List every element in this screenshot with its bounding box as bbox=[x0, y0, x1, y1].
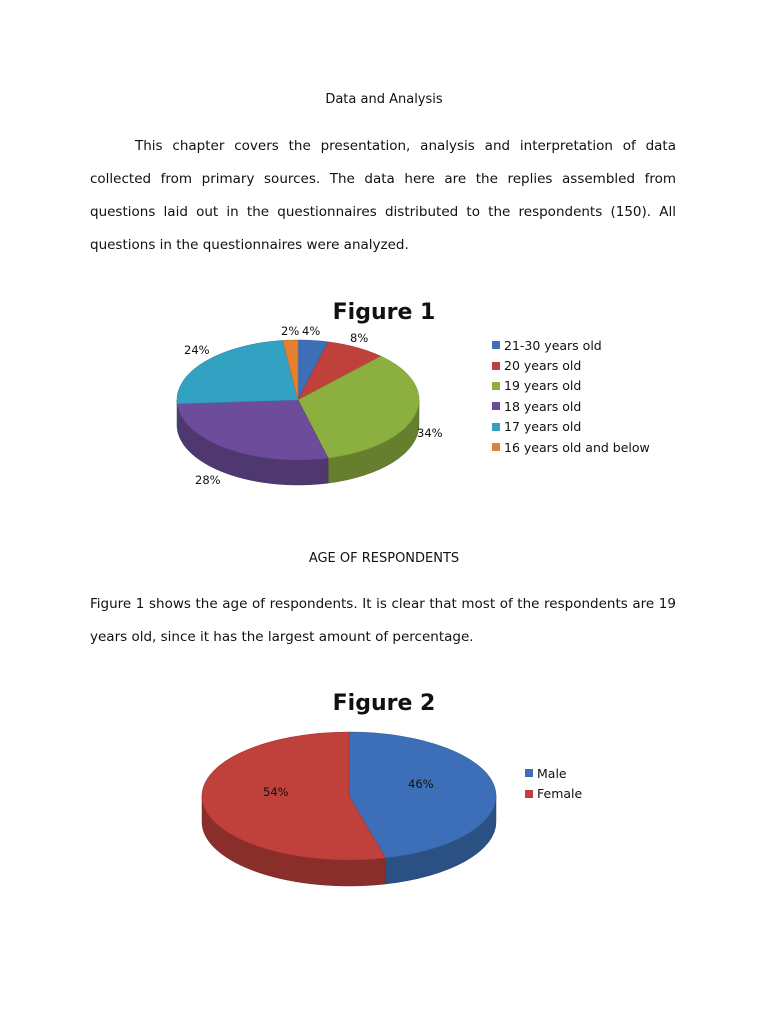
figure2-legend bbox=[525, 763, 582, 804]
figure1-legend-label: 18 years old bbox=[504, 398, 582, 414]
figure1-data-label: 2% bbox=[281, 324, 300, 338]
figure1-data-label: 4% bbox=[302, 324, 321, 338]
figure1-data-label: 34% bbox=[417, 426, 443, 440]
section-title: Data and Analysis bbox=[325, 92, 443, 107]
figure2-legend-item bbox=[525, 783, 582, 803]
figure1-legend-label: 16 years old and below bbox=[504, 439, 650, 455]
figure1-data-label: 28% bbox=[195, 473, 221, 487]
figure2-legend-swatch bbox=[525, 790, 533, 798]
figure2-legend-item bbox=[525, 763, 582, 783]
figure1-caption: AGE OF RESPONDENTS bbox=[308, 551, 460, 566]
figure1-title: Figure 1 bbox=[332, 300, 436, 325]
figure1-legend-label: 17 years old bbox=[504, 419, 582, 435]
figure2-legend-label: Female bbox=[537, 786, 583, 802]
figure2-legend-label: Male bbox=[537, 765, 567, 781]
figure1-legend-label: 20 years old bbox=[504, 358, 582, 374]
intro-paragraph-text: This chapter covers the presentation, analysis and interpretation of data collected from primary sources. The data here are the replies assembled from questions laid out in the questionnaires distributed to the respondents (150). All questions in the questionnaires were analyzed. bbox=[90, 138, 676, 253]
figure1-legend-label: 19 years old bbox=[504, 378, 582, 394]
figure1-paragraph: Figure 1 shows the age of respondents. It is clear that most of the respondents are 19 years old, since it has the largest amount of percentage. bbox=[90, 596, 676, 645]
figure1-data-label: 24% bbox=[184, 343, 210, 357]
figure2-title: Figure 2 bbox=[332, 691, 436, 716]
figure2-data-label: 46% bbox=[408, 777, 434, 791]
figure1-data-label: 8% bbox=[350, 331, 369, 345]
figure2-legend-swatch bbox=[525, 769, 533, 777]
figure1-legend-label: 21-30 years old bbox=[504, 337, 602, 353]
figure2-data-label: 54% bbox=[263, 785, 289, 799]
